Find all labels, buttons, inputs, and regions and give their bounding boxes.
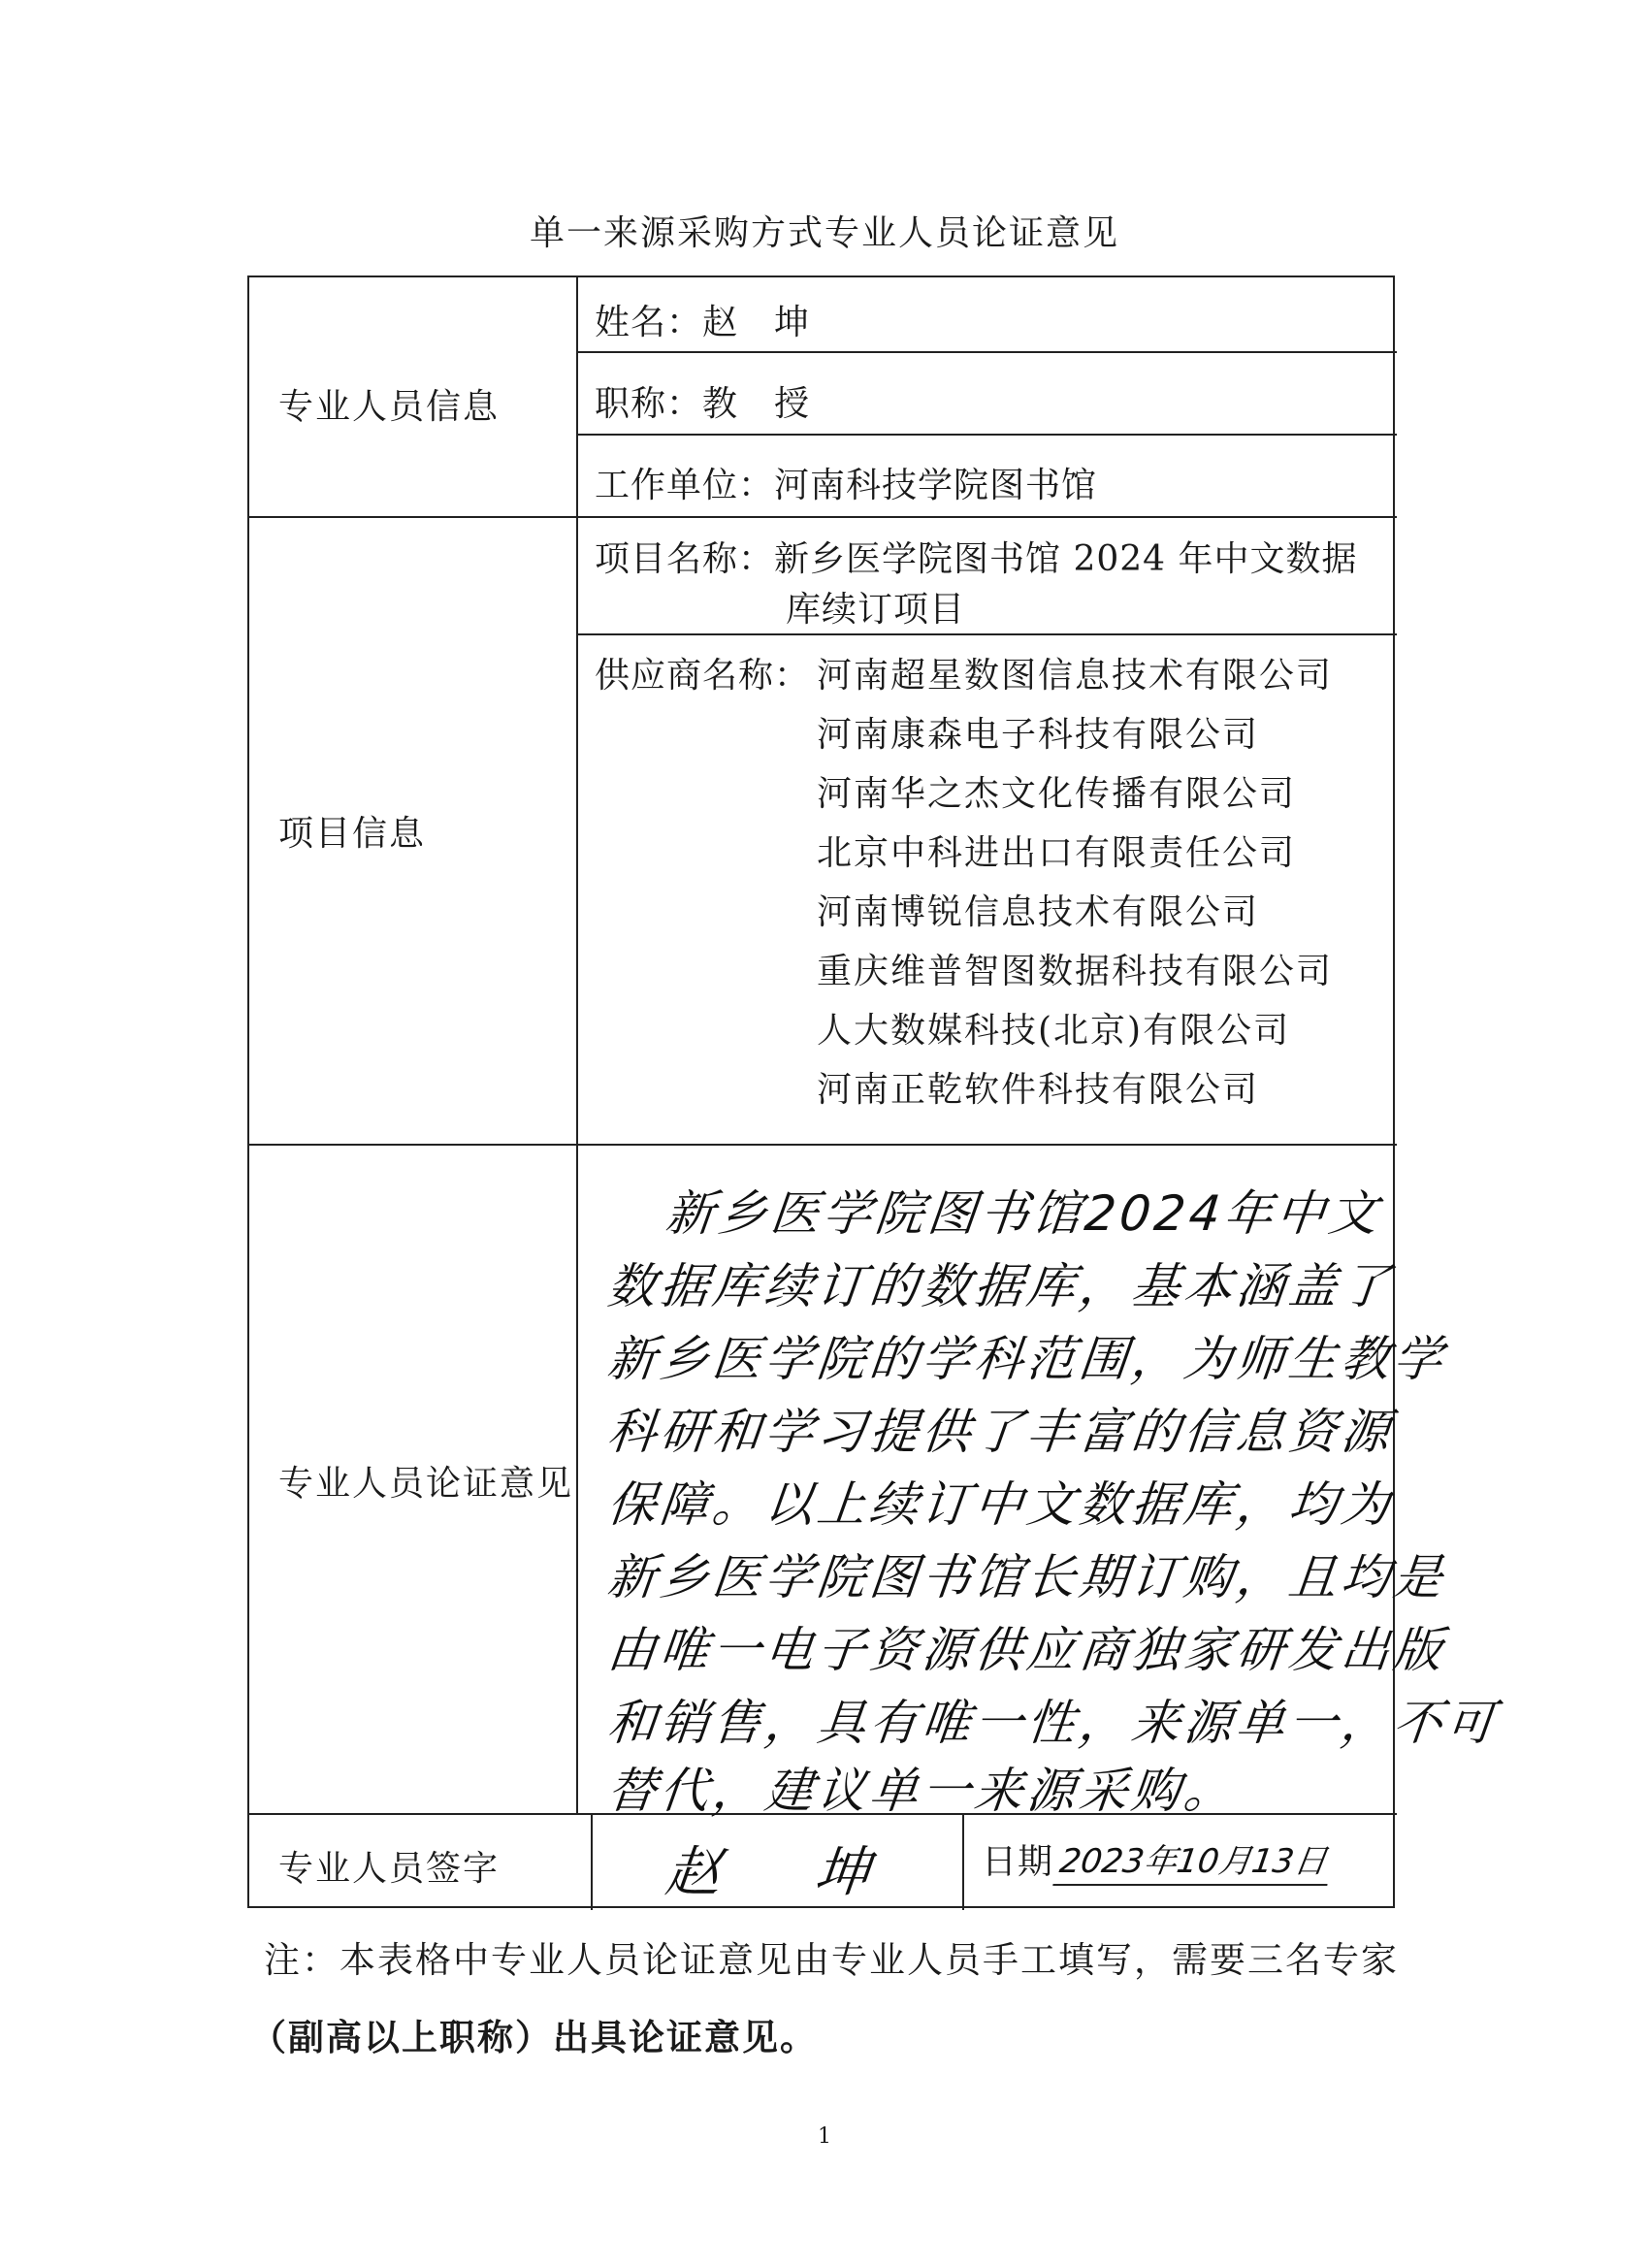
- opinion-handwritten-line: 由唯一电子资源供应商独家研发出版: [604, 1622, 1449, 1678]
- project-name-line1: 项目名称：新乡医学院图书馆 2024 年中文数据: [595, 539, 1358, 579]
- expert-employer: 工作单位：河南科技学院图书馆: [595, 466, 1098, 505]
- date-label: 日期: [982, 1842, 1054, 1882]
- supplier-item: 河南正乾软件科技有限公司: [817, 1070, 1260, 1110]
- opinion-handwritten-line: 新乡医学院图书馆长期订购，且均是: [604, 1549, 1449, 1605]
- document-title: 单一来源采购方式专业人员论证意见: [529, 213, 1119, 253]
- opinion-handwritten-line: 替代，建议单一来源采购。: [604, 1763, 1240, 1819]
- opinion-label: 专业人员论证意见: [278, 1464, 574, 1504]
- opinion-handwritten-line: 数据库续订的数据库，基本涵盖了: [604, 1258, 1397, 1314]
- project-info-label: 项目信息: [278, 814, 427, 854]
- table-rule: [576, 633, 1397, 635]
- opinion-handwritten-line: 保障。以上续订中文数据库，均为: [604, 1476, 1397, 1533]
- supplier-item: 北京中科进出口有限责任公司: [817, 833, 1297, 873]
- table-rule: [249, 516, 1397, 518]
- opinion-handwritten-line: 新乡医学院图书馆2024年中文: [663, 1185, 1384, 1242]
- handwritten-signature: 赵 坤: [663, 1841, 912, 1904]
- supplier-item: 重庆维普智图数据科技有限公司: [817, 952, 1334, 991]
- supplier-item: 河南华之杰文化传播有限公司: [817, 774, 1297, 814]
- form-table: [247, 275, 1502, 1908]
- note-line: （副高以上职称）出具论证意见。: [250, 2016, 818, 2058]
- note-line: 注：本表格中专业人员论证意见由专业人员手工填写，需要三名专家: [264, 1939, 1399, 1981]
- table-rule: [576, 434, 1397, 436]
- signature-label: 专业人员签字: [278, 1849, 501, 1889]
- supplier-item: 人大数媒科技(北京)有限公司: [817, 1011, 1291, 1051]
- opinion-handwritten-line: 新乡医学院的学科范围，为师生教学: [604, 1331, 1449, 1387]
- supplier-item: 河南博锐信息技术有限公司: [817, 892, 1260, 932]
- supplier-label: 供应商名称：: [595, 656, 811, 696]
- expert-info-label: 专业人员信息: [278, 387, 501, 427]
- opinion-handwritten-line: 和销售，具有唯一性，来源单一，不可: [604, 1695, 1502, 1751]
- table-rule: [249, 1144, 1397, 1146]
- supplier-item: 河南康森电子科技有限公司: [817, 715, 1260, 755]
- table-divider: [576, 277, 578, 1813]
- table-rule: [576, 351, 1397, 353]
- page-number: 1: [818, 2124, 831, 2149]
- expert-name: 姓名：赵 坤: [595, 303, 811, 342]
- supplier-item: 河南超星数图信息技术有限公司: [817, 656, 1334, 696]
- handwritten-date: 2023年10月13日: [1052, 1834, 1335, 1886]
- expert-title: 职称：教 授: [595, 384, 811, 424]
- table-divider: [962, 1813, 964, 1910]
- opinion-handwritten-line: 科研和学习提供了丰富的信息资源: [604, 1404, 1397, 1460]
- table-divider: [591, 1813, 593, 1910]
- project-name-line2: 库续订项目: [786, 590, 966, 630]
